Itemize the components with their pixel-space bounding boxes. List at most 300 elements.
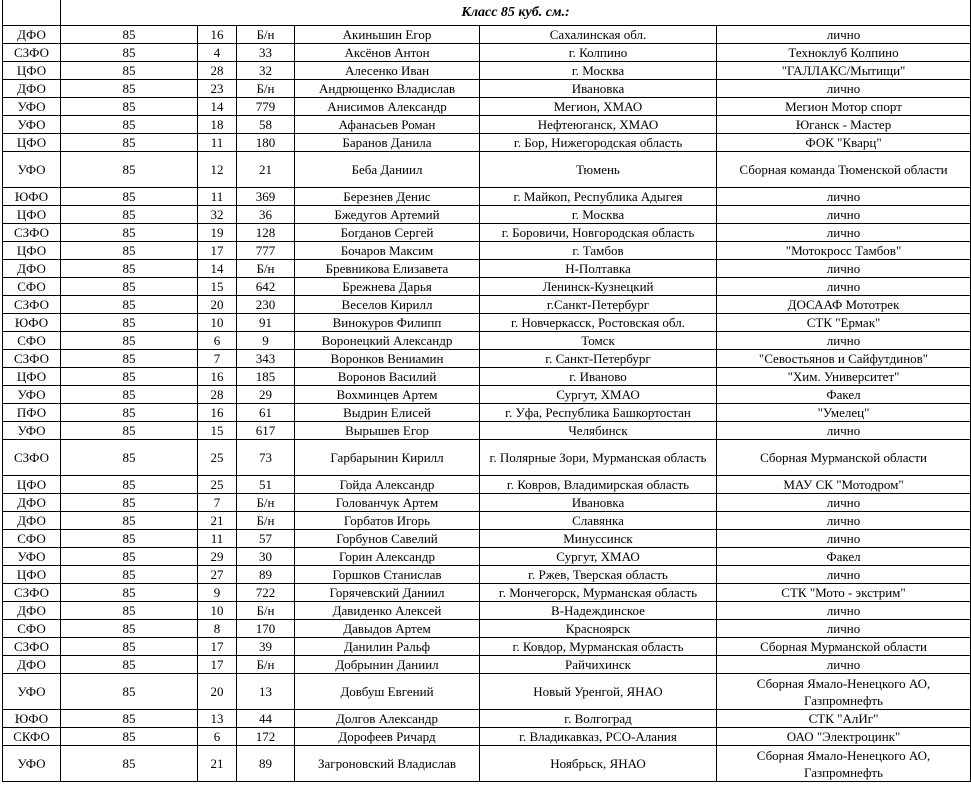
table-row (3, 386, 971, 404)
city-cell[interactable]: Новый Уренгой, ЯНАО (480, 674, 717, 710)
city-cell[interactable]: Ивановка (480, 80, 717, 98)
number-cell[interactable]: 30 (237, 548, 295, 566)
age-cell[interactable]: 29 (198, 548, 237, 566)
name-cell[interactable]: Горбатов Игорь (295, 512, 480, 530)
team-cell[interactable]: СТК "Ермак" (717, 314, 971, 332)
table-row (3, 44, 971, 62)
team-cell[interactable]: СТК "АлИг" (717, 710, 971, 728)
name-cell[interactable]: Беба Даниил (295, 152, 480, 188)
district-cell[interactable]: ЦФО (3, 476, 61, 494)
table-row (3, 638, 971, 656)
class-cell[interactable]: 85 (61, 44, 198, 62)
city-cell[interactable]: г. Владикавказ, РСО-Алания (480, 728, 717, 746)
city-cell[interactable]: г. Майкоп, Республика Адыгея (480, 188, 717, 206)
team-cell[interactable]: Сборная команда Тюменской области (717, 152, 971, 188)
district-cell[interactable]: СФО (3, 332, 61, 350)
age-cell[interactable]: 25 (198, 440, 237, 476)
table-row (3, 368, 971, 386)
name-cell[interactable]: Горин Александр (295, 548, 480, 566)
class-cell[interactable]: 85 (61, 134, 198, 152)
class-cell[interactable]: 85 (61, 368, 198, 386)
district-cell[interactable]: СЗФО (3, 638, 61, 656)
age-cell[interactable]: 14 (198, 260, 237, 278)
name-cell[interactable]: Добрынин Даниил (295, 656, 480, 674)
name-cell[interactable]: Брежнева Дарья (295, 278, 480, 296)
class-cell[interactable]: 85 (61, 440, 198, 476)
district-cell[interactable]: ЦФО (3, 134, 61, 152)
name-cell[interactable]: Вырышев Егор (295, 422, 480, 440)
name-cell[interactable]: Довбуш Евгений (295, 674, 480, 710)
number-cell[interactable]: 185 (237, 368, 295, 386)
name-cell[interactable]: Воронков Вениамин (295, 350, 480, 368)
table-row (3, 242, 971, 260)
city-cell[interactable]: Ивановка (480, 494, 717, 512)
city-cell[interactable]: г. Боровичи, Новгородская область (480, 224, 717, 242)
team-cell[interactable]: Юганск - Мастер (717, 116, 971, 134)
team-cell[interactable]: лично (717, 530, 971, 548)
class-cell[interactable]: 85 (61, 62, 198, 80)
age-cell[interactable]: 7 (198, 494, 237, 512)
city-cell[interactable]: Красноярск (480, 620, 717, 638)
district-cell[interactable]: СЗФО (3, 440, 61, 476)
class-cell[interactable]: 85 (61, 512, 198, 530)
city-cell[interactable]: г. Ковров, Владимирская область (480, 476, 717, 494)
age-cell[interactable]: 6 (198, 728, 237, 746)
name-cell[interactable]: Дорофеев Ричард (295, 728, 480, 746)
name-cell[interactable]: Гойда Александр (295, 476, 480, 494)
city-cell[interactable]: г.Санкт-Петербург (480, 296, 717, 314)
team-cell[interactable]: лично (717, 512, 971, 530)
district-cell[interactable]: ДФО (3, 602, 61, 620)
city-cell[interactable]: Челябинск (480, 422, 717, 440)
class-cell[interactable]: 85 (61, 620, 198, 638)
name-cell[interactable]: Аксёнов Антон (295, 44, 480, 62)
table-row (3, 80, 971, 98)
age-cell[interactable]: 17 (198, 656, 237, 674)
age-cell[interactable]: 17 (198, 242, 237, 260)
team-cell[interactable]: "Мотокросс Тамбов" (717, 242, 971, 260)
class-cell[interactable]: 85 (61, 278, 198, 296)
district-cell[interactable]: СЗФО (3, 296, 61, 314)
class-cell[interactable]: 85 (61, 584, 198, 602)
class-cell[interactable]: 85 (61, 152, 198, 188)
table-row (3, 422, 971, 440)
name-cell[interactable]: Андрющенко Владислав (295, 80, 480, 98)
city-cell[interactable]: г. Ржев, Тверская область (480, 566, 717, 584)
name-cell[interactable]: Давиденко Алексей (295, 602, 480, 620)
district-cell[interactable]: ЦФО (3, 62, 61, 80)
class-cell[interactable]: 85 (61, 746, 198, 782)
table-row (3, 224, 971, 242)
age-cell[interactable]: 9 (198, 584, 237, 602)
name-cell[interactable]: Бревникова Елизавета (295, 260, 480, 278)
name-cell[interactable]: Давыдов Артем (295, 620, 480, 638)
team-cell[interactable]: Факел (717, 386, 971, 404)
age-cell[interactable]: 16 (198, 26, 237, 44)
class-cell[interactable]: 85 (61, 188, 198, 206)
number-cell[interactable]: Б/н (237, 26, 295, 44)
team-cell[interactable]: лично (717, 422, 971, 440)
city-cell[interactable]: г. Москва (480, 206, 717, 224)
city-cell[interactable]: г. Иваново (480, 368, 717, 386)
table-row (3, 566, 971, 584)
table-row (3, 152, 971, 188)
number-cell[interactable]: 13 (237, 674, 295, 710)
number-cell[interactable]: 722 (237, 584, 295, 602)
table-row (3, 440, 971, 476)
class-cell[interactable]: 85 (61, 260, 198, 278)
number-cell[interactable]: Б/н (237, 260, 295, 278)
table-row (3, 620, 971, 638)
city-cell[interactable]: Н-Полтавка (480, 260, 717, 278)
city-cell[interactable]: г. Москва (480, 62, 717, 80)
city-cell[interactable]: Ноябрьск, ЯНАО (480, 746, 717, 782)
table-row (3, 206, 971, 224)
table-row (3, 350, 971, 368)
number-cell[interactable]: 172 (237, 728, 295, 746)
number-cell[interactable]: 21 (237, 152, 295, 188)
team-cell[interactable]: лично (717, 494, 971, 512)
age-cell[interactable]: 12 (198, 152, 237, 188)
age-cell[interactable]: 8 (198, 620, 237, 638)
team-cell[interactable]: СТК "Мото - экстрим" (717, 584, 971, 602)
district-cell[interactable]: СЗФО (3, 584, 61, 602)
district-cell[interactable]: УФО (3, 152, 61, 188)
number-cell[interactable]: Б/н (237, 656, 295, 674)
class-title[interactable]: Класс 85 куб. см.: (61, 0, 971, 26)
number-cell[interactable]: 73 (237, 440, 295, 476)
name-cell[interactable]: Винокуров Филипп (295, 314, 480, 332)
age-cell[interactable]: 21 (198, 746, 237, 782)
age-cell[interactable]: 25 (198, 476, 237, 494)
city-cell[interactable]: Ленинск-Кузнецкий (480, 278, 717, 296)
age-cell[interactable]: 11 (198, 530, 237, 548)
name-cell[interactable]: Бочаров Максим (295, 242, 480, 260)
number-cell[interactable]: 369 (237, 188, 295, 206)
class-cell[interactable]: 85 (61, 674, 198, 710)
district-cell[interactable]: ЦФО (3, 242, 61, 260)
name-cell[interactable]: Афанасьев Роман (295, 116, 480, 134)
age-cell[interactable]: 32 (198, 206, 237, 224)
city-cell[interactable]: г. Мончегорск, Мурманская область (480, 584, 717, 602)
number-cell[interactable]: 779 (237, 98, 295, 116)
table-row (3, 674, 971, 710)
name-cell[interactable]: Горшков Станислав (295, 566, 480, 584)
team-cell[interactable]: лично (717, 188, 971, 206)
district-cell[interactable]: УФО (3, 548, 61, 566)
number-cell[interactable]: Б/н (237, 602, 295, 620)
number-cell[interactable]: 51 (237, 476, 295, 494)
team-cell[interactable]: лично (717, 80, 971, 98)
number-cell[interactable]: 170 (237, 620, 295, 638)
class-cell[interactable]: 85 (61, 476, 198, 494)
name-cell[interactable]: Загроновский Владислав (295, 746, 480, 782)
number-cell[interactable]: 57 (237, 530, 295, 548)
age-cell[interactable]: 11 (198, 188, 237, 206)
team-cell[interactable]: лично (717, 566, 971, 584)
name-cell[interactable]: Богданов Сергей (295, 224, 480, 242)
team-cell[interactable]: МАУ СК "Мотодром" (717, 476, 971, 494)
name-cell[interactable]: Выдрин Елисей (295, 404, 480, 422)
age-cell[interactable]: 4 (198, 44, 237, 62)
class-cell[interactable]: 85 (61, 656, 198, 674)
name-cell[interactable]: Горбунов Савелий (295, 530, 480, 548)
age-cell[interactable]: 15 (198, 278, 237, 296)
name-cell[interactable]: Данилин Ральф (295, 638, 480, 656)
class-cell[interactable]: 85 (61, 386, 198, 404)
name-cell[interactable]: Веселов Кирилл (295, 296, 480, 314)
age-cell[interactable]: 18 (198, 116, 237, 134)
class-cell[interactable]: 85 (61, 404, 198, 422)
number-cell[interactable]: 44 (237, 710, 295, 728)
team-cell[interactable]: Мегион Мотор спорт (717, 98, 971, 116)
class-cell[interactable]: 85 (61, 206, 198, 224)
team-cell[interactable]: лично (717, 26, 971, 44)
class-cell[interactable]: 85 (61, 26, 198, 44)
table-row (3, 728, 971, 746)
name-cell[interactable]: Березнев Денис (295, 188, 480, 206)
district-cell[interactable]: УФО (3, 386, 61, 404)
team-cell[interactable]: ОАО "Электроцинк" (717, 728, 971, 746)
city-cell[interactable]: г. Волгоград (480, 710, 717, 728)
district-cell[interactable]: СФО (3, 530, 61, 548)
city-cell[interactable]: г. Санкт-Петербург (480, 350, 717, 368)
age-cell[interactable]: 14 (198, 98, 237, 116)
district-cell[interactable]: ПФО (3, 404, 61, 422)
class-cell[interactable]: 85 (61, 638, 198, 656)
district-cell[interactable]: ЮФО (3, 188, 61, 206)
district-cell[interactable]: ЦФО (3, 566, 61, 584)
team-cell[interactable]: лично (717, 206, 971, 224)
number-cell[interactable]: 9 (237, 332, 295, 350)
class-cell[interactable]: 85 (61, 332, 198, 350)
team-cell[interactable]: ФОК "Кварц" (717, 134, 971, 152)
team-cell[interactable]: "Умелец" (717, 404, 971, 422)
district-cell[interactable]: ДФО (3, 80, 61, 98)
district-cell[interactable]: ЦФО (3, 206, 61, 224)
number-cell[interactable]: 91 (237, 314, 295, 332)
number-cell[interactable]: 61 (237, 404, 295, 422)
age-cell[interactable]: 13 (198, 710, 237, 728)
table-row (3, 260, 971, 278)
number-cell[interactable]: 617 (237, 422, 295, 440)
number-cell[interactable]: 32 (237, 62, 295, 80)
table-row (3, 404, 971, 422)
age-cell[interactable]: 21 (198, 512, 237, 530)
name-cell[interactable]: Акиньшин Егор (295, 26, 480, 44)
class-cell[interactable]: 85 (61, 116, 198, 134)
city-cell[interactable]: Славянка (480, 512, 717, 530)
number-cell[interactable]: 29 (237, 386, 295, 404)
name-cell[interactable]: Алесенко Иван (295, 62, 480, 80)
age-cell[interactable]: 17 (198, 638, 237, 656)
city-cell[interactable]: Томск (480, 332, 717, 350)
class-cell[interactable]: 85 (61, 548, 198, 566)
number-cell[interactable]: 128 (237, 224, 295, 242)
city-cell[interactable]: В-Надеждинское (480, 602, 717, 620)
name-cell[interactable]: Горячевский Даниил (295, 584, 480, 602)
district-cell[interactable]: ЦФО (3, 368, 61, 386)
team-cell[interactable]: Сборная Мурманской области (717, 638, 971, 656)
name-cell[interactable]: Баранов Данила (295, 134, 480, 152)
city-cell[interactable]: Сургут, ХМАО (480, 548, 717, 566)
participants-table (2, 0, 971, 782)
class-cell[interactable]: 85 (61, 530, 198, 548)
city-cell[interactable]: г. Полярные Зори, Мурманская область (480, 440, 717, 476)
team-cell[interactable]: лично (717, 602, 971, 620)
city-cell[interactable]: Минуссинск (480, 530, 717, 548)
age-cell[interactable]: 16 (198, 368, 237, 386)
city-cell[interactable]: г. Бор, Нижегородская область (480, 134, 717, 152)
age-cell[interactable]: 10 (198, 314, 237, 332)
team-cell[interactable]: лично (717, 620, 971, 638)
age-cell[interactable]: 11 (198, 134, 237, 152)
table-row (3, 530, 971, 548)
age-cell[interactable]: 6 (198, 332, 237, 350)
age-cell[interactable]: 20 (198, 296, 237, 314)
table-row (3, 278, 971, 296)
class-cell[interactable]: 85 (61, 494, 198, 512)
district-cell[interactable]: ДФО (3, 260, 61, 278)
age-cell[interactable]: 23 (198, 80, 237, 98)
number-cell[interactable]: 36 (237, 206, 295, 224)
table-row (3, 602, 971, 620)
city-cell[interactable]: г. Ковдор, Мурманская область (480, 638, 717, 656)
district-cell[interactable]: СФО (3, 278, 61, 296)
city-cell[interactable]: Нефтеюганск, ХМАО (480, 116, 717, 134)
number-cell[interactable]: Б/н (237, 512, 295, 530)
district-cell[interactable]: СЗФО (3, 350, 61, 368)
team-cell[interactable]: лично (717, 278, 971, 296)
district-cell[interactable]: УФО (3, 422, 61, 440)
district-cell[interactable]: СКФО (3, 728, 61, 746)
table-row (3, 134, 971, 152)
city-cell[interactable]: Райчихинск (480, 656, 717, 674)
age-cell[interactable]: 10 (198, 602, 237, 620)
table-row (3, 584, 971, 602)
table-row (3, 494, 971, 512)
city-cell[interactable]: г. Тамбов (480, 242, 717, 260)
team-cell[interactable]: Сборная Ямало-Ненецкого АО, Газпромнефть (717, 746, 971, 782)
city-cell[interactable]: Сахалинская обл. (480, 26, 717, 44)
city-cell[interactable]: г. Новчеркасск, Ростовская обл. (480, 314, 717, 332)
name-cell[interactable]: Бжедугов Артемий (295, 206, 480, 224)
district-cell[interactable]: СЗФО (3, 44, 61, 62)
team-cell[interactable]: ДОСААФ Мототрек (717, 296, 971, 314)
district-cell[interactable]: ДФО (3, 494, 61, 512)
number-cell[interactable]: 642 (237, 278, 295, 296)
age-cell[interactable]: 15 (198, 422, 237, 440)
team-cell[interactable]: Факел (717, 548, 971, 566)
class-cell[interactable]: 85 (61, 728, 198, 746)
team-cell[interactable]: лично (717, 332, 971, 350)
number-cell[interactable]: 89 (237, 746, 295, 782)
district-cell[interactable]: УФО (3, 98, 61, 116)
number-cell[interactable]: 89 (237, 566, 295, 584)
empty-header-cell[interactable] (3, 0, 61, 26)
name-cell[interactable]: Воронов Василий (295, 368, 480, 386)
name-cell[interactable]: Долгов Александр (295, 710, 480, 728)
name-cell[interactable]: Гарбарынин Кирилл (295, 440, 480, 476)
district-cell[interactable]: ДФО (3, 512, 61, 530)
class-cell[interactable]: 85 (61, 242, 198, 260)
class-cell[interactable]: 85 (61, 422, 198, 440)
table-row (3, 116, 971, 134)
team-cell[interactable]: Сборная Мурманской области (717, 440, 971, 476)
team-cell[interactable]: лично (717, 656, 971, 674)
city-cell[interactable]: г. Уфа, Республика Башкортостан (480, 404, 717, 422)
class-cell[interactable]: 85 (61, 80, 198, 98)
name-cell[interactable]: Анисимов Александр (295, 98, 480, 116)
district-cell[interactable]: УФО (3, 116, 61, 134)
class-cell[interactable]: 85 (61, 710, 198, 728)
district-cell[interactable]: ДФО (3, 26, 61, 44)
age-cell[interactable]: 28 (198, 62, 237, 80)
district-cell[interactable]: ЮФО (3, 314, 61, 332)
class-cell[interactable]: 85 (61, 98, 198, 116)
number-cell[interactable]: 180 (237, 134, 295, 152)
city-cell[interactable]: Тюмень (480, 152, 717, 188)
district-cell[interactable]: ДФО (3, 656, 61, 674)
table-row (3, 188, 971, 206)
number-cell[interactable]: 230 (237, 296, 295, 314)
team-cell[interactable]: лично (717, 224, 971, 242)
class-cell[interactable]: 85 (61, 314, 198, 332)
city-cell[interactable]: г. Колпино (480, 44, 717, 62)
age-cell[interactable]: 28 (198, 386, 237, 404)
table-row (3, 332, 971, 350)
city-cell[interactable]: Мегион, ХМАО (480, 98, 717, 116)
number-cell[interactable]: 777 (237, 242, 295, 260)
district-cell[interactable]: СЗФО (3, 224, 61, 242)
age-cell[interactable]: 7 (198, 350, 237, 368)
age-cell[interactable]: 27 (198, 566, 237, 584)
team-cell[interactable]: "ГАЛЛАКС/Мытищи" (717, 62, 971, 80)
class-cell[interactable]: 85 (61, 296, 198, 314)
district-cell[interactable]: ЮФО (3, 710, 61, 728)
number-cell[interactable]: 39 (237, 638, 295, 656)
table-row (3, 62, 971, 80)
team-cell[interactable]: "Хим. Университет" (717, 368, 971, 386)
team-cell[interactable]: "Севостьянов и Сайфутдинов" (717, 350, 971, 368)
age-cell[interactable]: 19 (198, 224, 237, 242)
team-cell[interactable]: Техноклуб Колпино (717, 44, 971, 62)
class-cell[interactable]: 85 (61, 602, 198, 620)
team-cell[interactable]: лично (717, 260, 971, 278)
district-cell[interactable]: УФО (3, 746, 61, 782)
district-cell[interactable]: УФО (3, 674, 61, 710)
age-cell[interactable]: 20 (198, 674, 237, 710)
class-cell[interactable]: 85 (61, 566, 198, 584)
number-cell[interactable]: 343 (237, 350, 295, 368)
city-cell[interactable]: Сургут, ХМАО (480, 386, 717, 404)
age-cell[interactable]: 16 (198, 404, 237, 422)
name-cell[interactable]: Воронецкий Александр (295, 332, 480, 350)
name-cell[interactable]: Вохминцев Артем (295, 386, 480, 404)
number-cell[interactable]: 58 (237, 116, 295, 134)
table-row (3, 314, 971, 332)
table-row (3, 548, 971, 566)
team-cell[interactable]: Сборная Ямало-Ненецкого АО, Газпромнефть (717, 674, 971, 710)
number-cell[interactable]: Б/н (237, 80, 295, 98)
number-cell[interactable]: Б/н (237, 494, 295, 512)
class-cell[interactable]: 85 (61, 224, 198, 242)
name-cell[interactable]: Голованчук Артем (295, 494, 480, 512)
class-cell[interactable]: 85 (61, 350, 198, 368)
table-row (3, 746, 971, 782)
number-cell[interactable]: 33 (237, 44, 295, 62)
district-cell[interactable]: СФО (3, 620, 61, 638)
